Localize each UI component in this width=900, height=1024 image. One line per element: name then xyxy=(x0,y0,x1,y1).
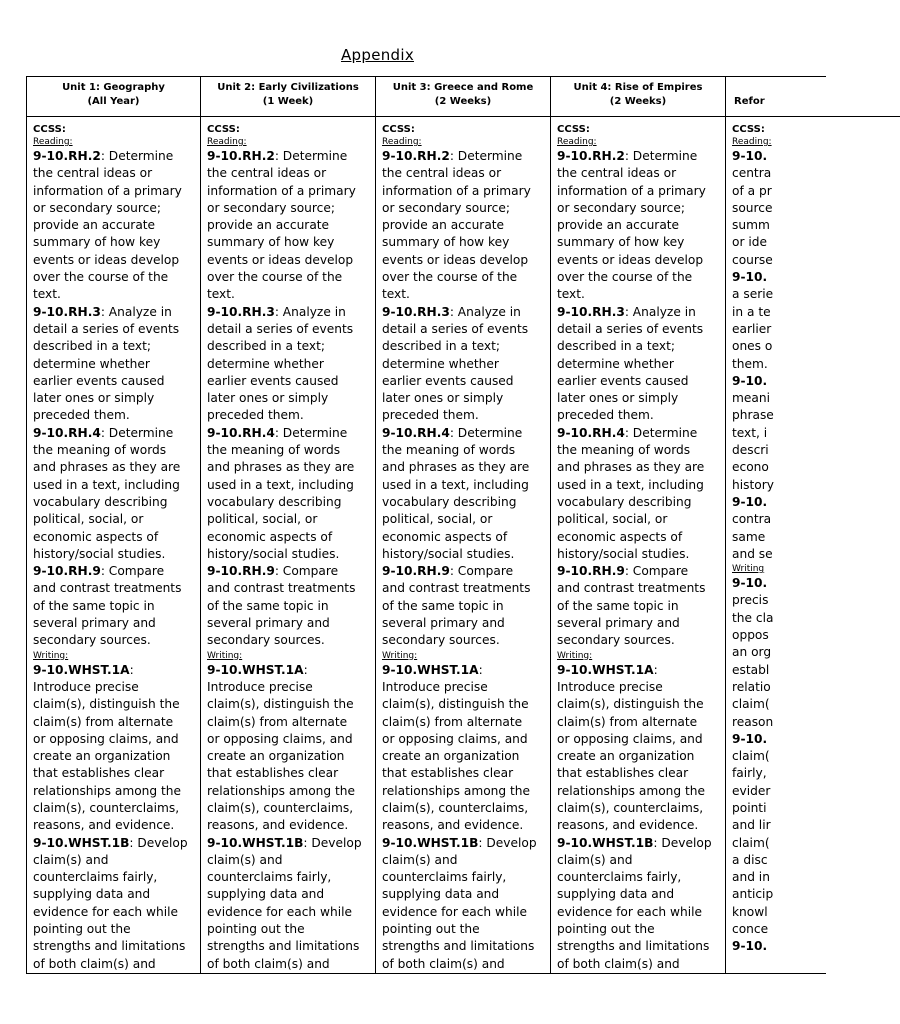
truncated-line: knowl xyxy=(732,904,768,919)
standard-code: 9-10.RH.9 xyxy=(207,564,275,579)
truncated-line: contra xyxy=(732,512,772,527)
truncated-line: in a te xyxy=(732,304,771,319)
standard-text-line: used in a text, including xyxy=(33,477,180,492)
standards-body xyxy=(207,124,373,973)
standard-text-line: create an organization xyxy=(382,749,520,764)
standard-text-line: determine whether xyxy=(33,356,150,371)
standard-line: 9-10.WHST.1B: Develop xyxy=(33,835,188,850)
standard-text-line: summary of how key xyxy=(207,235,335,250)
standard-text-line: vocabulary describing xyxy=(382,494,517,509)
standard-code: 9-10.RH.9 xyxy=(382,564,450,579)
standard-text-line: or opposing claims, and xyxy=(382,731,528,746)
standard-text-line: that establishes clear xyxy=(33,766,165,781)
standard-text-line: economic aspects of xyxy=(382,529,508,544)
standard-text-line: counterclaims fairly, xyxy=(382,870,507,885)
standard-text-line: of both claim(s) and xyxy=(382,956,505,971)
standard-text-line: history/social studies. xyxy=(207,546,340,561)
unit-duration: (2 Weeks) xyxy=(434,96,492,107)
standard-text-line: and phrases as they are xyxy=(557,460,705,475)
truncated-line: 9-10. xyxy=(732,576,768,591)
standard-text-line: claim(s), counterclaims, xyxy=(207,800,354,815)
writing-label: Writing: xyxy=(557,650,593,661)
standard-text-line: history/social studies. xyxy=(33,546,166,561)
standard-line: 9-10.RH.9: Compare xyxy=(33,564,165,579)
standards-body-truncated xyxy=(732,124,898,956)
standard-line: 9-10.RH.2: Determine xyxy=(382,149,523,163)
standard-text-line: and contrast treatments xyxy=(33,581,182,596)
truncated-line: 9-10. xyxy=(732,373,768,388)
standard-text-line: reasons, and evidence. xyxy=(33,818,175,833)
standard-text-line: detail a series of events xyxy=(207,321,354,336)
standard-text-line: vocabulary describing xyxy=(207,494,342,509)
standard-text-line: of both claim(s) and xyxy=(207,956,330,971)
standard-text-line: used in a text, including xyxy=(382,477,529,492)
standard-text-line: provide an accurate xyxy=(33,218,156,233)
standard-text-line: and phrases as they are xyxy=(33,460,181,475)
standard-text-line: provide an accurate xyxy=(557,218,680,233)
unit-column xyxy=(550,77,725,973)
ccss-label: CCSS: xyxy=(557,124,590,135)
standard-line: 9-10.RH.9: Compare xyxy=(207,564,339,579)
standard-text-line: and phrases as they are xyxy=(382,460,530,475)
standard-text-line: later ones or simply xyxy=(33,391,155,406)
standard-text-line: political, social, or xyxy=(207,512,318,527)
reading-label: Reading: xyxy=(382,137,422,147)
unit-column-truncated xyxy=(725,77,900,973)
truncated-line: of a pr xyxy=(732,183,772,198)
standard-text-line: later ones or simply xyxy=(207,391,329,406)
truncated-line: claim( xyxy=(732,835,770,850)
standard-text-line: pointing out the xyxy=(207,922,305,937)
standard-code: 9-10.RH.9 xyxy=(557,564,625,579)
standard-text-line: claim(s), counterclaims, xyxy=(382,800,529,815)
standard-text-line: supplying data and xyxy=(207,887,325,902)
truncated-line: and in xyxy=(732,870,770,885)
standard-text-line: evidence for each while xyxy=(33,904,178,919)
standard-line: 9-10.WHST.1A: xyxy=(207,662,308,677)
truncated-line: 9-10. xyxy=(732,494,768,509)
standard-text-line: text. xyxy=(207,287,235,302)
standard-text-line: information of a primary xyxy=(382,183,531,198)
truncated-line: econo xyxy=(732,460,769,475)
standard-text-line: claim(s) from alternate xyxy=(207,714,348,729)
standard-text-line: evidence for each while xyxy=(207,904,352,919)
standard-text-line: pointing out the xyxy=(382,922,480,937)
standard-text-line: the central ideas or xyxy=(557,166,677,181)
standard-text-line: text. xyxy=(33,287,61,302)
standard-text-line: political, social, or xyxy=(382,512,493,527)
standard-text-line: of the same topic in xyxy=(382,598,504,613)
standard-text-line: summary of how key xyxy=(557,235,685,250)
truncated-line: anticip xyxy=(732,887,774,902)
truncated-line: and se xyxy=(732,546,773,561)
standard-text-line: over the course of the xyxy=(33,270,169,285)
unit-title: Refor xyxy=(734,96,765,107)
standard-text-line: claim(s), distinguish the xyxy=(207,697,354,712)
unit-column xyxy=(200,77,375,973)
standard-text-line: evidence for each while xyxy=(382,904,527,919)
standard-text-line: text. xyxy=(382,287,410,302)
truncated-line: summ xyxy=(732,218,770,233)
standard-text-line: information of a primary xyxy=(33,183,182,198)
standard-text-line: counterclaims fairly, xyxy=(33,870,158,885)
standard-text-line: Introduce precise xyxy=(382,679,488,694)
standard-text-line: Introduce precise xyxy=(557,679,663,694)
standard-text-line: economic aspects of xyxy=(33,529,159,544)
standard-text-line: the central ideas or xyxy=(207,166,327,181)
standard-text-line: claim(s) from alternate xyxy=(557,714,698,729)
truncated-line: conce xyxy=(732,922,769,937)
standard-text-line: strengths and limitations xyxy=(557,939,710,954)
unit-title: Unit 1: Geography xyxy=(62,82,165,93)
standards-body xyxy=(33,124,198,973)
standard-code: 9-10.WHST.1A xyxy=(207,662,304,677)
standard-text-line: claim(s) and xyxy=(33,852,109,867)
standard-text-line: detail a series of events xyxy=(382,321,529,336)
standard-code: 9-10.RH.4 xyxy=(382,425,450,440)
standard-text-line: claim(s) and xyxy=(207,852,283,867)
truncated-line: oppos xyxy=(732,628,769,643)
standard-text-line: vocabulary describing xyxy=(557,494,692,509)
standard-text-line: events or ideas develop xyxy=(557,252,704,267)
truncated-line: the cla xyxy=(732,610,774,625)
standard-text-line: earlier events caused xyxy=(382,373,514,388)
standard-text-line: the meaning of words xyxy=(33,443,167,458)
truncated-line: 9-10. xyxy=(732,270,768,285)
standard-text-line: or secondary source; xyxy=(207,200,335,215)
truncated-line: claim( xyxy=(732,749,770,764)
standard-text-line: or opposing claims, and xyxy=(207,731,353,746)
standard-text-line: claim(s), counterclaims, xyxy=(33,800,180,815)
standard-text-line: relationships among the xyxy=(207,783,355,798)
standard-text-line: secondary sources. xyxy=(207,633,325,648)
standard-line: 9-10.RH.3: Analyze in xyxy=(382,304,521,319)
truncated-line: source xyxy=(732,200,773,215)
standard-text-line: secondary sources. xyxy=(557,633,675,648)
truncated-line: text, i xyxy=(732,425,768,440)
standard-text-line: over the course of the xyxy=(207,270,343,285)
unit-duration: (1 Week) xyxy=(262,96,314,107)
standard-text-line: secondary sources. xyxy=(33,633,151,648)
standard-line: 9-10.WHST.1B: Develop xyxy=(207,835,362,850)
truncated-line: relatio xyxy=(732,679,771,694)
truncated-line: same xyxy=(732,529,766,544)
standard-code: 9-10.RH.3 xyxy=(207,304,275,319)
writing-label: Writing: xyxy=(207,650,243,661)
standard-text-line: counterclaims fairly, xyxy=(207,870,332,885)
writing-label: Writing xyxy=(732,564,765,575)
truncated-line: earlier xyxy=(732,321,772,336)
unit-title: Unit 2: Early Civilizations xyxy=(217,82,359,93)
standard-code: 9-10.RH.3 xyxy=(33,304,101,319)
standard-code: 9-10.WHST.1A xyxy=(33,662,130,677)
reading-label: Reading: xyxy=(732,137,772,147)
writing-label: Writing: xyxy=(382,650,418,661)
standard-text-line: supplying data and xyxy=(382,887,500,902)
standard-text-line: earlier events caused xyxy=(33,373,165,388)
standard-text-line: provide an accurate xyxy=(207,218,330,233)
standard-text-line: secondary sources. xyxy=(382,633,500,648)
standard-text-line: claim(s), distinguish the xyxy=(382,697,529,712)
standard-text-line: claim(s) from alternate xyxy=(382,714,523,729)
unit-duration: (All Year) xyxy=(87,96,140,107)
standard-line: 9-10.RH.4: Determine xyxy=(207,425,348,440)
standard-text-line: supplying data and xyxy=(557,887,675,902)
standards-body xyxy=(557,124,723,973)
standard-text-line: of the same topic in xyxy=(207,598,329,613)
standard-text-line: create an organization xyxy=(557,749,695,764)
standards-body xyxy=(382,124,548,973)
standard-text-line: several primary and xyxy=(33,616,156,631)
truncated-line: 9-10. xyxy=(732,731,768,746)
standard-code: 9-10.RH.3 xyxy=(382,304,450,319)
standard-code: 9-10.RH.4 xyxy=(557,425,625,440)
standard-text-line: Introduce precise xyxy=(33,679,139,694)
standard-line: 9-10.RH.4: Determine xyxy=(557,425,698,440)
standard-line: 9-10.RH.2: Determine xyxy=(557,149,698,163)
standard-text-line: summary of how key xyxy=(382,235,510,250)
truncated-line: descri xyxy=(732,443,769,458)
standard-code: 9-10.RH.2 xyxy=(557,149,625,163)
standard-text-line: preceded them. xyxy=(207,408,304,423)
standard-code: 9-10.RH.2 xyxy=(207,149,275,163)
unit-title: Unit 4: Rise of Empires xyxy=(573,82,703,93)
unit-duration: (2 Weeks) xyxy=(609,96,667,107)
standard-line: 9-10.WHST.1A: xyxy=(382,662,483,677)
standard-text-line: provide an accurate xyxy=(382,218,505,233)
column-header xyxy=(376,77,550,117)
standard-text-line: relationships among the xyxy=(382,783,530,798)
standard-text-line: over the course of the xyxy=(382,270,518,285)
standard-line: 9-10.RH.2: Determine xyxy=(33,149,174,163)
standard-line: 9-10.WHST.1B: Develop xyxy=(557,835,712,850)
standard-code: 9-10.RH.9 xyxy=(33,564,101,579)
column-header xyxy=(726,77,900,117)
standard-text-line: claim(s), distinguish the xyxy=(557,697,704,712)
truncated-line: and lir xyxy=(732,818,771,833)
standard-line: 9-10.RH.9: Compare xyxy=(557,564,689,579)
standard-text-line: text. xyxy=(557,287,585,302)
standard-text-line: strengths and limitations xyxy=(207,939,360,954)
writing-label: Writing: xyxy=(33,650,69,661)
standard-text-line: described in a text; xyxy=(207,339,326,354)
standard-text-line: events or ideas develop xyxy=(382,252,529,267)
standard-text-line: and contrast treatments xyxy=(557,581,706,596)
truncated-line: an org xyxy=(732,645,772,660)
standard-line: 9-10.RH.4: Determine xyxy=(382,425,523,440)
standard-code: 9-10.RH.2 xyxy=(33,149,101,163)
ccss-label: CCSS: xyxy=(33,124,66,135)
standard-text-line: relationships among the xyxy=(557,783,705,798)
truncated-line: course xyxy=(732,252,773,267)
standard-text-line: of both claim(s) and xyxy=(33,956,156,971)
standard-code: 9-10.WHST.1B xyxy=(557,835,654,850)
truncated-line: claim( xyxy=(732,697,770,712)
unit-title: Unit 3: Greece and Rome xyxy=(392,82,534,93)
standard-text-line: detail a series of events xyxy=(33,321,180,336)
truncated-line: evider xyxy=(732,783,771,798)
truncated-line: 9-10. xyxy=(732,939,768,954)
truncated-line: meani xyxy=(732,391,770,406)
standard-text-line: detail a series of events xyxy=(557,321,704,336)
standard-text-line: summary of how key xyxy=(33,235,161,250)
truncated-line: precis xyxy=(732,593,769,608)
reading-label: Reading: xyxy=(207,137,247,147)
standard-text-line: the meaning of words xyxy=(557,443,691,458)
standard-text-line: history/social studies. xyxy=(382,546,515,561)
standard-text-line: described in a text; xyxy=(382,339,501,354)
standard-text-line: counterclaims fairly, xyxy=(557,870,682,885)
standard-text-line: used in a text, including xyxy=(557,477,704,492)
standard-text-line: earlier events caused xyxy=(207,373,339,388)
standard-text-line: or secondary source; xyxy=(33,200,161,215)
standard-text-line: history/social studies. xyxy=(557,546,690,561)
standard-line: 9-10.RH.9: Compare xyxy=(382,564,514,579)
standard-code: 9-10.WHST.1A xyxy=(557,662,654,677)
ccss-label: CCSS: xyxy=(207,124,240,135)
standard-text-line: that establishes clear xyxy=(207,766,339,781)
standard-text-line: several primary and xyxy=(382,616,505,631)
standard-text-line: the meaning of words xyxy=(207,443,341,458)
standard-text-line: claim(s), distinguish the xyxy=(33,697,180,712)
standard-text-line: later ones or simply xyxy=(382,391,504,406)
standard-code: 9-10.RH.3 xyxy=(557,304,625,319)
standard-text-line: claim(s) from alternate xyxy=(33,714,174,729)
truncated-line: pointi xyxy=(732,800,767,815)
standard-line: 9-10.RH.3: Analyze in xyxy=(33,304,172,319)
standard-text-line: political, social, or xyxy=(557,512,668,527)
standard-text-line: that establishes clear xyxy=(382,766,514,781)
standard-text-line: vocabulary describing xyxy=(33,494,168,509)
standard-text-line: of the same topic in xyxy=(557,598,679,613)
truncated-line: phrase xyxy=(732,408,774,423)
ccss-label: CCSS: xyxy=(382,124,415,135)
standard-text-line: earlier events caused xyxy=(557,373,689,388)
standard-text-line: the meaning of words xyxy=(382,443,516,458)
standard-text-line: and contrast treatments xyxy=(207,581,356,596)
standard-line: 9-10.WHST.1A: xyxy=(557,662,658,677)
standard-text-line: events or ideas develop xyxy=(207,252,354,267)
standard-code: 9-10.WHST.1B xyxy=(33,835,130,850)
standard-text-line: events or ideas develop xyxy=(33,252,180,267)
column-header xyxy=(27,77,200,117)
appendix-table xyxy=(26,76,826,974)
standard-line: 9-10.RH.3: Analyze in xyxy=(557,304,696,319)
standard-code: 9-10.WHST.1B xyxy=(382,835,479,850)
standard-text-line: determine whether xyxy=(207,356,324,371)
standard-text-line: described in a text; xyxy=(33,339,152,354)
standard-text-line: or secondary source; xyxy=(557,200,685,215)
standard-text-line: or secondary source; xyxy=(382,200,510,215)
standard-text-line: claim(s) and xyxy=(382,852,458,867)
standard-text-line: used in a text, including xyxy=(207,477,354,492)
standard-text-line: determine whether xyxy=(557,356,674,371)
standard-line: 9-10.RH.4: Determine xyxy=(33,425,174,440)
standard-text-line: Introduce precise xyxy=(207,679,313,694)
standard-text-line: described in a text; xyxy=(557,339,676,354)
standard-text-line: the central ideas or xyxy=(382,166,502,181)
standard-text-line: strengths and limitations xyxy=(382,939,535,954)
standard-line: 9-10.WHST.1A: xyxy=(33,662,134,677)
truncated-line: reason xyxy=(732,714,774,729)
standard-text-line: of both claim(s) and xyxy=(557,956,680,971)
truncated-line: a serie xyxy=(732,287,774,302)
standard-text-line: several primary and xyxy=(557,616,680,631)
standard-text-line: create an organization xyxy=(207,749,345,764)
standard-text-line: and phrases as they are xyxy=(207,460,355,475)
standard-text-line: or opposing claims, and xyxy=(557,731,703,746)
truncated-line: them. xyxy=(732,356,768,371)
standard-text-line: preceded them. xyxy=(557,408,654,423)
standard-text-line: strengths and limitations xyxy=(33,939,186,954)
standard-line: 9-10.WHST.1B: Develop xyxy=(382,835,537,850)
ccss-label: CCSS: xyxy=(732,124,765,135)
standard-text-line: reasons, and evidence. xyxy=(382,818,524,833)
standard-text-line: later ones or simply xyxy=(557,391,679,406)
standard-code: 9-10.RH.4 xyxy=(207,425,275,440)
standard-text-line: over the course of the xyxy=(557,270,693,285)
reading-label: Reading: xyxy=(33,137,73,147)
standard-text-line: preceded them. xyxy=(33,408,130,423)
standard-text-line: information of a primary xyxy=(207,183,356,198)
truncated-line: establ xyxy=(732,662,770,677)
page-title: Appendix xyxy=(340,46,414,64)
standard-code: 9-10.WHST.1A xyxy=(382,662,479,677)
reading-label: Reading: xyxy=(557,137,597,147)
truncated-line: history xyxy=(732,477,774,492)
standard-text-line: claim(s), counterclaims, xyxy=(557,800,704,815)
standard-text-line: that establishes clear xyxy=(557,766,689,781)
standard-text-line: or opposing claims, and xyxy=(33,731,179,746)
unit-column xyxy=(375,77,550,973)
standard-line: 9-10.RH.2: Determine xyxy=(207,149,348,163)
standard-text-line: economic aspects of xyxy=(557,529,683,544)
standard-text-line: relationships among the xyxy=(33,783,181,798)
standard-text-line: pointing out the xyxy=(557,922,655,937)
truncated-line: centra xyxy=(732,166,772,181)
standard-text-line: claim(s) and xyxy=(557,852,633,867)
column-header xyxy=(551,77,725,117)
standard-text-line: reasons, and evidence. xyxy=(207,818,349,833)
standard-text-line: several primary and xyxy=(207,616,330,631)
standard-text-line: information of a primary xyxy=(557,183,706,198)
truncated-line: 9-10. xyxy=(732,149,768,163)
standard-text-line: of the same topic in xyxy=(33,598,155,613)
standard-text-line: determine whether xyxy=(382,356,499,371)
truncated-line: ones o xyxy=(732,339,773,354)
unit-column xyxy=(26,77,200,973)
standard-text-line: the central ideas or xyxy=(33,166,153,181)
standard-text-line: economic aspects of xyxy=(207,529,333,544)
standard-code: 9-10.RH.2 xyxy=(382,149,450,163)
standard-line: 9-10.RH.3: Analyze in xyxy=(207,304,346,319)
standard-code: 9-10.RH.4 xyxy=(33,425,101,440)
standard-text-line: create an organization xyxy=(33,749,171,764)
standard-code: 9-10.WHST.1B xyxy=(207,835,304,850)
standard-text-line: preceded them. xyxy=(382,408,479,423)
standard-text-line: reasons, and evidence. xyxy=(557,818,699,833)
standard-text-line: evidence for each while xyxy=(557,904,702,919)
standard-text-line: political, social, or xyxy=(33,512,144,527)
truncated-line: a disc xyxy=(732,852,768,867)
standard-text-line: pointing out the xyxy=(33,922,131,937)
column-header xyxy=(201,77,375,117)
standard-text-line: supplying data and xyxy=(33,887,151,902)
truncated-line: fairly, xyxy=(732,766,767,781)
standard-text-line: and contrast treatments xyxy=(382,581,531,596)
truncated-line: or ide xyxy=(732,235,767,250)
